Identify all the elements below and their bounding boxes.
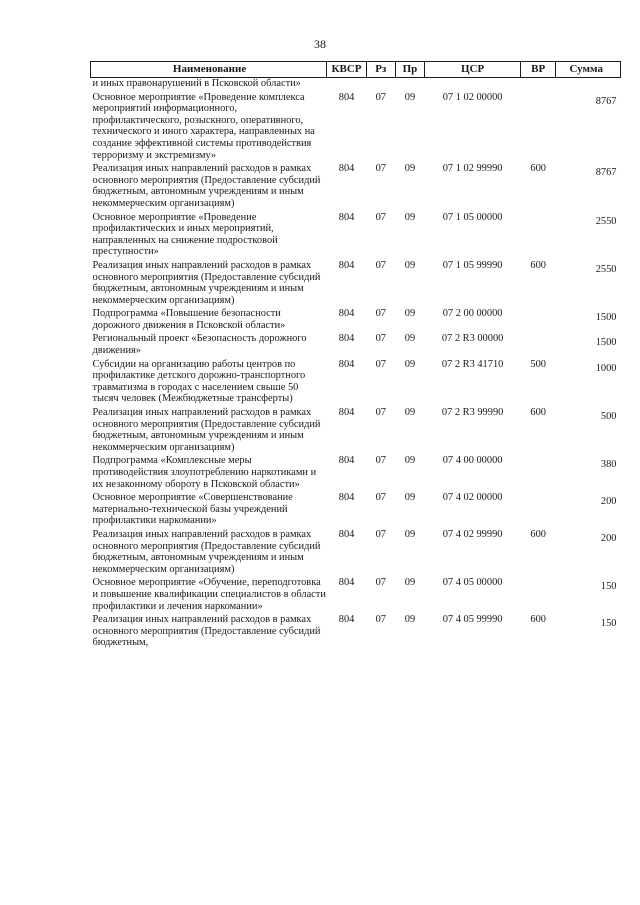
cell-sum [556, 260, 621, 308]
cell-vr [520, 212, 556, 260]
table-row [91, 333, 621, 358]
cell-sum-value: 1000 [595, 362, 617, 374]
cell-name: Основное мероприятие «Проведение комплекса мероприятий информационного, профилактического, розыскного, оперативного, технического и иного характера, направленных на создание эффективной системы противодействия терроризму и экстремизму» [92, 91, 315, 161]
cell-rz: 07 [375, 91, 386, 103]
header-pr: Пр [395, 62, 425, 78]
cell-csr: 07 1 02 99990 [442, 163, 503, 175]
cell-name: Основное мероприятие «Проведение профилактических и иных мероприятий, направленных на снижение подростковой преступности» [92, 211, 278, 258]
cell-sum [556, 163, 621, 211]
cell-pr: 09 [404, 308, 416, 320]
cell-csr: 07 1 02 00000 [442, 91, 503, 103]
cell-rz: 07 [375, 163, 386, 175]
cell-name: Подпрограмма «Комплексные меры противодействия злоупотреблению наркотиками и их незаконному обороту в Псковской области» [92, 455, 317, 490]
cell-vr [520, 78, 556, 92]
cell-kvsr: 804 [338, 577, 355, 589]
cell-sum-value: 1500 [595, 312, 617, 324]
header-csr: ЦСР [425, 62, 521, 78]
table-row [91, 359, 621, 407]
cell-vr [520, 333, 556, 358]
cell-name: Реализация иных направлений расходов в рамках основного мероприятия (Предоставление субсидий бюджетным, автономным учреждениям и иным некоммерческим организациям) [92, 407, 321, 453]
table-row [91, 163, 621, 211]
cell-sum [556, 577, 621, 614]
cell-rz: 07 [375, 455, 386, 467]
cell-vr [520, 577, 556, 614]
cell-vr: 600 [530, 407, 546, 419]
cell-name: Субсидии на организацию работы центров по профилактике детского дорожно-транспортного травматизма в городах с населением свыше 50 тысяч человек (Межбюджетные трансферты) [92, 358, 306, 405]
cell-sum [556, 212, 621, 260]
cell-vr [520, 492, 556, 529]
cell-pr [395, 78, 425, 92]
cell-name: Основное мероприятие «Обучение, переподготовка и повышение квалификации специалистов в области профилактики и лечения наркомании» [92, 577, 326, 612]
cell-rz: 07 [375, 308, 386, 320]
cell-sum-value: 2550 [595, 215, 617, 227]
cell-pr: 09 [404, 577, 416, 589]
cell-vr: 600 [530, 259, 546, 271]
cell-sum [556, 308, 621, 333]
cell-rz [366, 78, 395, 92]
cell-kvsr: 804 [338, 91, 355, 103]
page-number: 38 [314, 37, 326, 51]
cell-pr: 09 [404, 211, 416, 223]
cell-name: Реализация иных направлений расходов в рамках основного мероприятия (Предоставление субсидий бюджетным, [92, 614, 321, 649]
cell-name: Реализация иных направлений расходов в рамках основного мероприятия (Предоставление субсидий бюджетным, автономным учреждениям и иным некоммерческим организациям) [92, 528, 321, 575]
cell-sum-value: 8767 [595, 95, 617, 107]
cell-rz: 07 [375, 528, 386, 540]
cell-sum [556, 92, 621, 164]
cell-csr: 07 4 05 99990 [442, 614, 503, 626]
cell-kvsr: 804 [338, 163, 355, 175]
cell-rz: 07 [375, 259, 386, 271]
cell-kvsr [327, 78, 367, 92]
cell-csr: 07 2 R3 00000 [441, 333, 504, 345]
cell-sum [556, 492, 621, 529]
cell-csr: 07 4 00 00000 [442, 455, 503, 467]
cell-sum-value: 150 [600, 581, 617, 593]
table-row [91, 529, 621, 577]
cell-pr: 09 [404, 614, 416, 626]
cell-vr: 600 [530, 163, 546, 175]
cell-rz: 07 [375, 358, 386, 370]
table-row [91, 212, 621, 260]
cell-name: Подпрограмма «Повышение безопасности дорожного движения в Псковской области» [92, 308, 286, 331]
table-row [91, 78, 621, 92]
cell-rz: 07 [375, 577, 386, 589]
cell-sum [556, 614, 621, 651]
table-row [91, 260, 621, 308]
cell-csr: 07 4 02 00000 [442, 492, 503, 504]
cell-sum-value: 8767 [595, 167, 617, 179]
cell-sum [556, 333, 621, 358]
table-row [91, 407, 621, 455]
cell-kvsr: 804 [338, 614, 355, 626]
cell-kvsr: 804 [338, 259, 355, 271]
cell-vr: 500 [530, 358, 546, 370]
table-row [91, 308, 621, 333]
cell-kvsr: 804 [338, 308, 355, 320]
cell-sum [556, 359, 621, 407]
cell-kvsr: 804 [338, 358, 355, 370]
table-body [91, 78, 621, 651]
cell-sum-value: 150 [600, 618, 617, 630]
cell-csr: 07 2 R3 41710 [441, 358, 504, 370]
cell-csr [425, 78, 521, 92]
table-row [91, 492, 621, 529]
cell-csr: 07 1 05 99990 [442, 259, 503, 271]
header-name: Наименование [91, 62, 327, 78]
cell-vr: 600 [530, 614, 546, 626]
cell-pr: 09 [404, 333, 416, 345]
cell-sum-value: 200 [600, 496, 617, 508]
header-vr: ВР [520, 62, 556, 78]
cell-kvsr: 804 [338, 333, 355, 345]
cell-sum-value: 500 [600, 411, 617, 423]
cell-pr: 09 [404, 91, 416, 103]
cell-vr [520, 308, 556, 333]
cell-sum [556, 529, 621, 577]
cell-pr: 09 [404, 163, 416, 175]
cell-name: Реализация иных направлений расходов в рамках основного мероприятия (Предоставление субсидий бюджетным, автономным учреждениям и иным некоммерческим организациям) [92, 163, 321, 209]
cell-vr: 600 [530, 528, 546, 540]
cell-vr [520, 92, 556, 164]
cell-name: Региональный проект «Безопасность дорожного движения» [92, 333, 307, 357]
cell-pr: 09 [404, 259, 416, 271]
table-row [91, 614, 621, 651]
table-row [91, 577, 621, 614]
cell-sum [556, 78, 621, 92]
cell-rz: 07 [375, 407, 386, 419]
cell-rz: 07 [375, 333, 386, 345]
cell-pr: 09 [404, 407, 416, 419]
cell-sum-value: 200 [600, 532, 617, 544]
cell-kvsr: 804 [338, 211, 355, 223]
cell-kvsr: 804 [338, 528, 355, 540]
cell-sum-value: 1500 [595, 337, 617, 349]
budget-table [90, 61, 621, 651]
table-row [91, 455, 621, 492]
cell-sum [556, 407, 621, 455]
cell-rz: 07 [375, 211, 386, 223]
header-rz: Рз [366, 62, 395, 78]
cell-vr [520, 455, 556, 492]
header-sum: Сумма [556, 62, 621, 78]
cell-pr: 09 [404, 358, 416, 370]
cell-name: Реализация иных направлений расходов в рамках основного мероприятия (Предоставление субсидий бюджетным, автономным учреждениям и иным некоммерческим организациям) [92, 259, 321, 306]
cell-kvsr: 804 [338, 455, 355, 467]
table-header-row [91, 62, 621, 78]
cell-kvsr: 804 [338, 492, 355, 504]
cell-pr: 09 [404, 528, 416, 540]
header-kvsr: КВСР [327, 62, 367, 78]
cell-csr: 07 2 R3 99990 [441, 407, 504, 419]
cell-csr: 07 2 00 00000 [442, 308, 503, 320]
cell-kvsr: 804 [338, 407, 355, 419]
cell-csr: 07 1 05 00000 [442, 211, 503, 223]
cell-rz: 07 [375, 492, 386, 504]
cell-sum-value: 2550 [595, 263, 617, 275]
cell-rz: 07 [375, 614, 386, 626]
table-row [91, 92, 621, 164]
cell-sum-value: 380 [600, 459, 617, 471]
cell-name: Основное мероприятие «Совершенствование материально-технической базы учреждений профилактики наркомании» [92, 492, 293, 527]
cell-name: и иных правонарушений в Псковской области» [92, 78, 301, 89]
cell-sum [556, 455, 621, 492]
cell-csr: 07 4 02 99990 [442, 528, 503, 540]
cell-pr: 09 [404, 492, 416, 504]
cell-csr: 07 4 05 00000 [442, 577, 503, 589]
cell-pr: 09 [404, 455, 416, 467]
